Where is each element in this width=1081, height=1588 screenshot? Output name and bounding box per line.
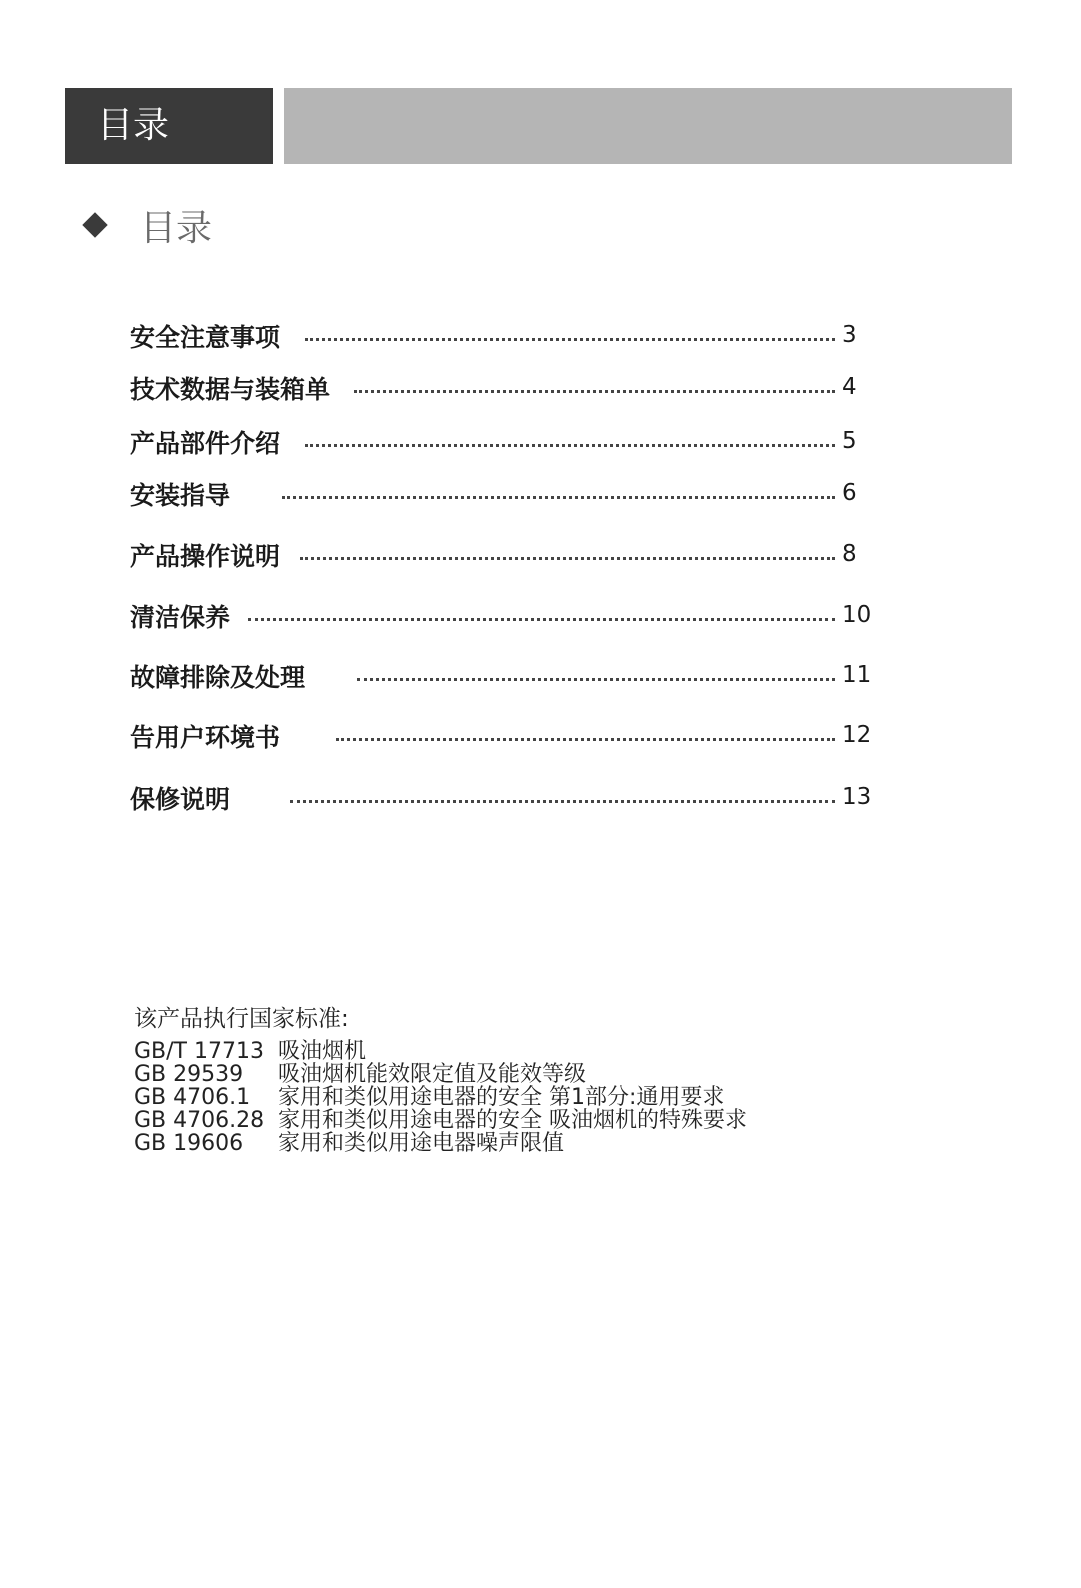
standard-code: GB 4706.1	[134, 1085, 251, 1110]
toc-entry[interactable]	[130, 718, 885, 754]
toc-entry-page: 12	[842, 722, 872, 748]
section-heading	[80, 200, 212, 250]
standard-item	[134, 1132, 747, 1155]
standard-code: GB 29539	[134, 1062, 244, 1087]
toc-entry-title: 安装指导	[130, 481, 231, 510]
toc-entry-title: 清洁保养	[130, 603, 231, 632]
standard-item	[134, 1063, 747, 1086]
standard-code: GB/T 17713	[134, 1039, 264, 1064]
page-header-bar	[284, 88, 1012, 164]
toc-leader-dots	[290, 800, 835, 803]
section-title: 目录	[140, 207, 213, 249]
toc-entry-page: 6	[842, 480, 857, 506]
toc-entry-title: 保修说明	[130, 785, 231, 814]
toc-entry[interactable]	[130, 780, 885, 816]
toc-entry[interactable]	[130, 318, 885, 354]
toc-entry[interactable]	[130, 476, 885, 512]
toc-entry-page: 11	[842, 662, 872, 688]
toc-leader-dots	[336, 738, 835, 741]
standard-name: 家用和类似用途电器的安全 第1部分:通用要求	[278, 1085, 725, 1110]
toc-entry[interactable]	[130, 658, 885, 694]
toc-entry-page: 5	[842, 428, 857, 454]
diamond-bullet-icon	[82, 212, 107, 237]
standard-item	[134, 1109, 747, 1132]
standard-item	[134, 1040, 747, 1063]
toc-entry-page: 8	[842, 541, 857, 567]
standard-name: 吸油烟机能效限定值及能效等级	[278, 1062, 587, 1087]
standards-heading: 该产品执行国家标准:	[134, 1006, 349, 1032]
toc-entry-page: 4	[842, 374, 857, 400]
toc-leader-dots	[305, 338, 835, 341]
toc-entry-page: 10	[842, 602, 872, 628]
standard-code: GB 19606	[134, 1131, 244, 1156]
toc-entry[interactable]	[130, 598, 885, 634]
page-header-title: 目录	[65, 88, 273, 164]
toc-entry[interactable]	[130, 370, 885, 406]
toc-entry-title: 技术数据与装箱单	[130, 375, 331, 404]
toc-entry-title: 告用户环境书	[130, 723, 281, 752]
standards-list	[134, 1040, 747, 1155]
toc-leader-dots	[300, 557, 835, 560]
toc-entry[interactable]	[130, 537, 885, 573]
standard-name: 家用和类似用途电器的安全 吸油烟机的特殊要求	[278, 1108, 747, 1133]
toc-entry-title: 安全注意事项	[130, 323, 281, 352]
toc-entry-title: 产品操作说明	[130, 542, 281, 571]
toc-leader-dots	[305, 444, 835, 447]
standard-code: GB 4706.28	[134, 1108, 265, 1133]
standard-name: 家用和类似用途电器噪声限值	[278, 1131, 565, 1156]
toc-entry-title: 故障排除及处理	[130, 663, 306, 692]
standard-item	[134, 1086, 747, 1109]
toc-leader-dots	[354, 390, 835, 393]
toc-entry-page: 13	[842, 784, 872, 810]
toc-leader-dots	[357, 678, 835, 681]
toc-leader-dots	[282, 496, 835, 499]
toc-leader-dots	[248, 618, 835, 621]
standard-name: 吸油烟机	[278, 1039, 367, 1064]
toc-entry-page: 3	[842, 322, 857, 348]
toc-entry-title: 产品部件介绍	[130, 429, 281, 458]
toc-entry[interactable]	[130, 424, 885, 460]
